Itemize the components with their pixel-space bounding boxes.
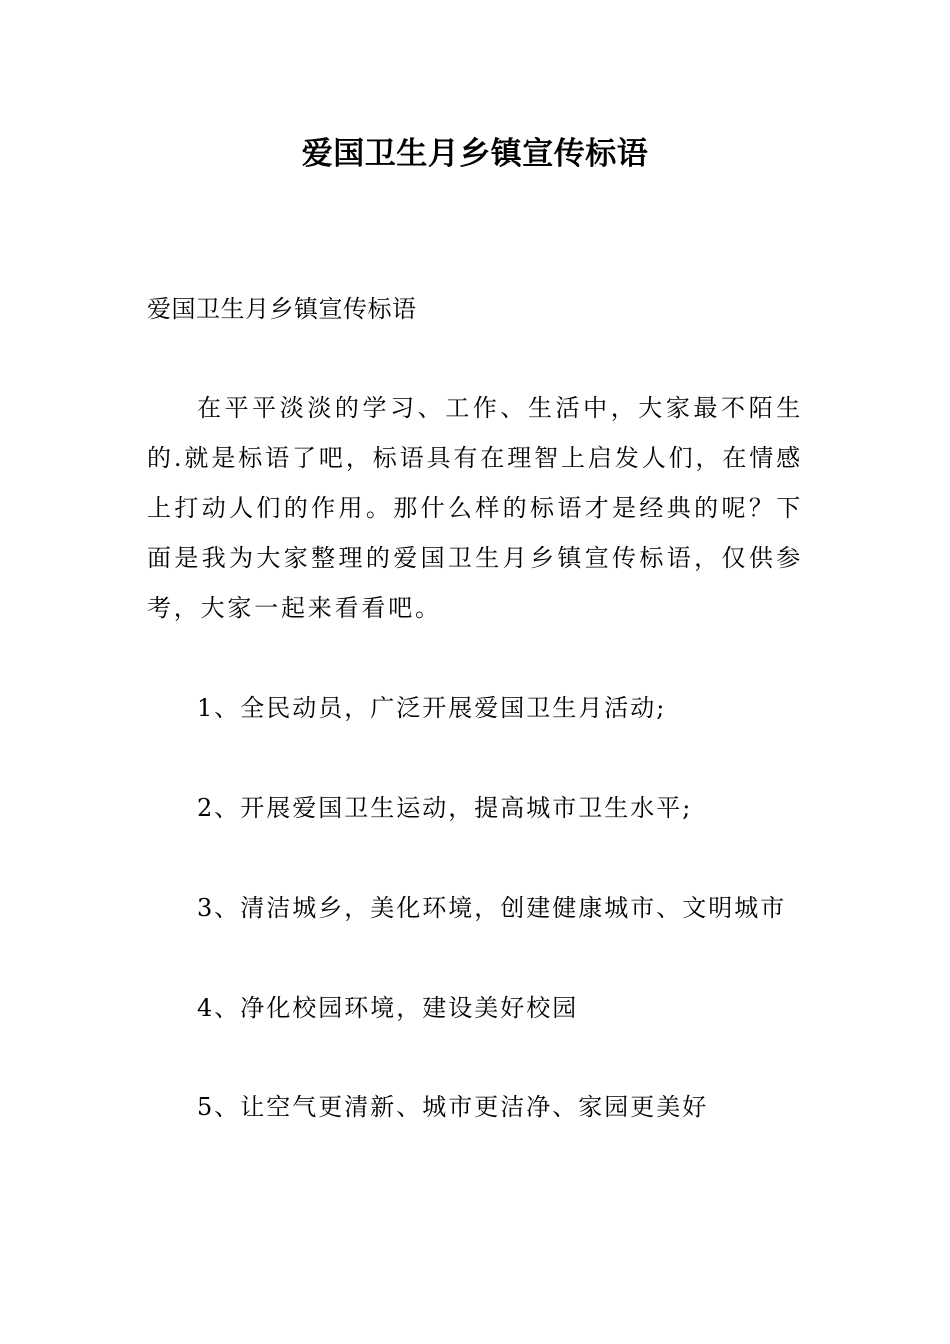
slogan-item: 1、全民动员，广泛开展爱国卫生月活动; (197, 694, 667, 722)
slogan-item: 5、让空气更清新、城市更洁净、家园更美好 (197, 1093, 709, 1121)
slogan-item: 3、清洁城乡，美化环境，创建健康城市、文明城市 (197, 894, 787, 922)
slogan-item: 2、开展爱国卫生运动，提高城市卫生水平; (197, 794, 693, 822)
document-subtitle: 爱国卫生月乡镇宣传标语 (147, 295, 417, 323)
document-title: 爱国卫生月乡镇宣传标语 (301, 136, 649, 172)
intro-paragraph: 在平平淡淡的学习、工作、生活中，大家最不陌生的.就是标语了吧，标语具有在理智上启发人们，在情感上打动人们的作用。那什么样的标语才是经典的呢？下面是我为大家整理的爱国卫生月乡镇宣传标语，仅供参考，大家一起来看看吧。 (147, 394, 803, 622)
slogan-item: 4、净化校园环境，建设美好校园 (197, 994, 579, 1022)
